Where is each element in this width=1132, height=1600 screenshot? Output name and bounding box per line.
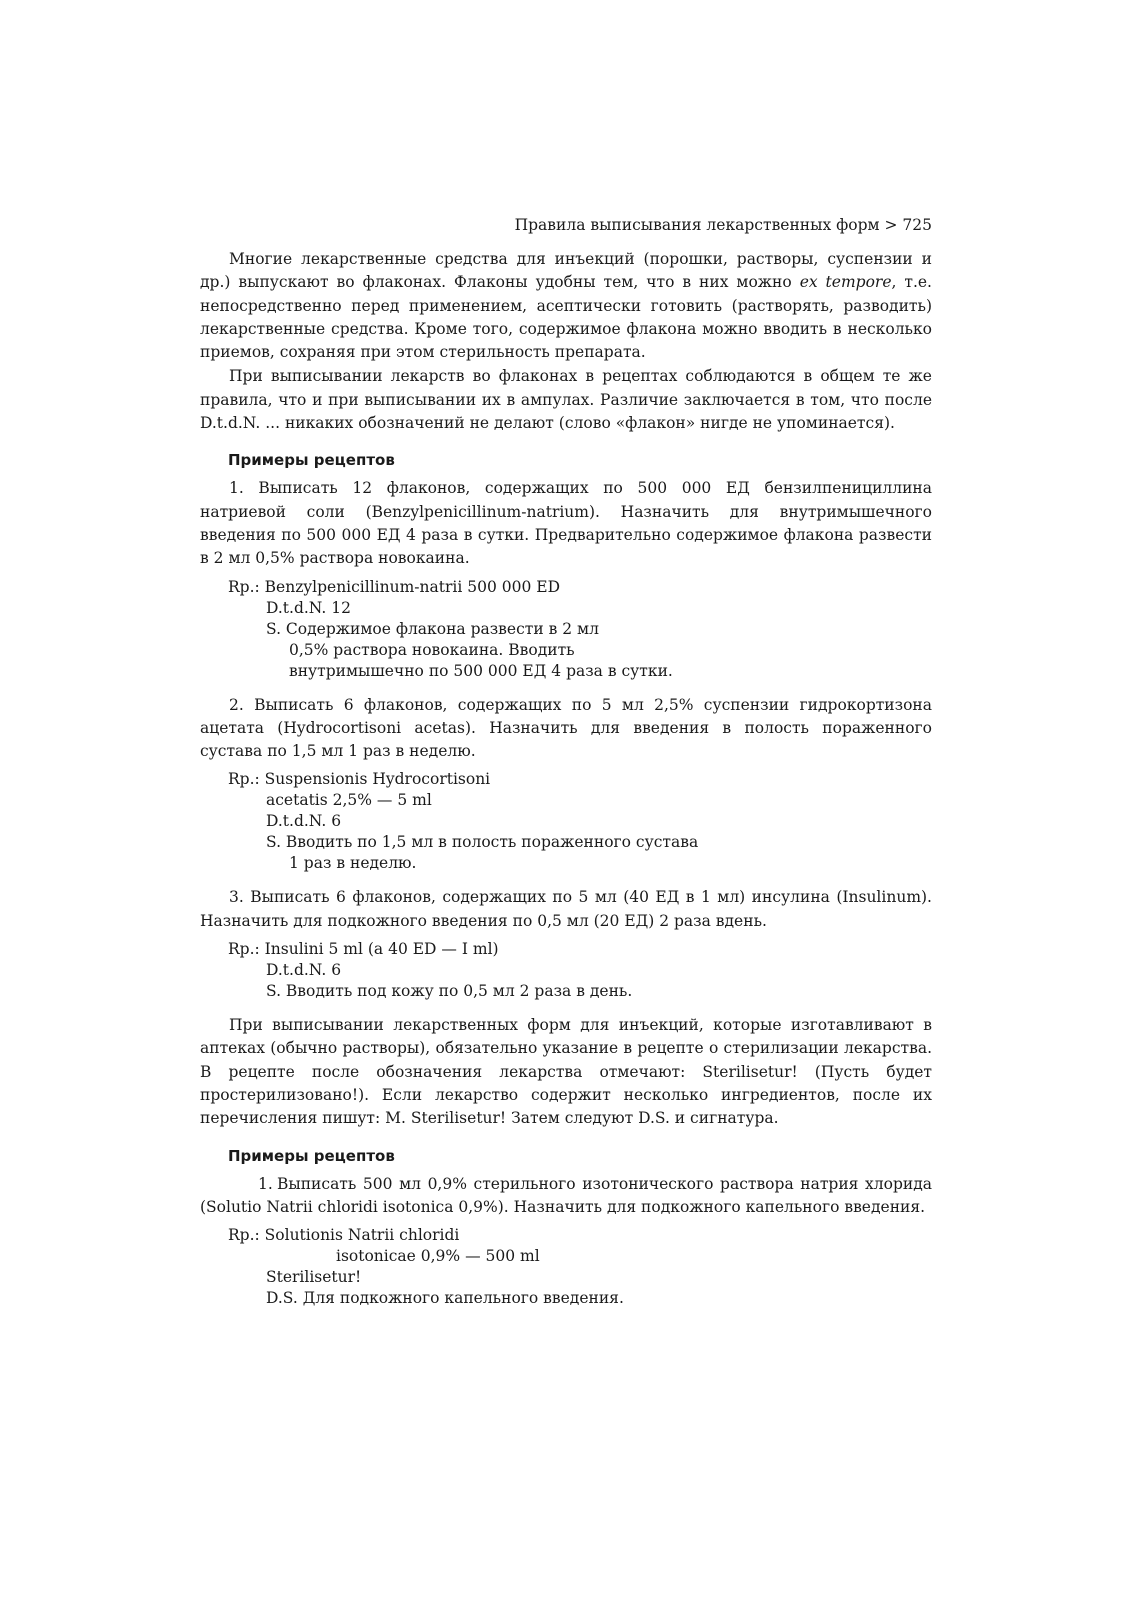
rx-line: acetatis 2,5% — 5 ml	[266, 791, 432, 810]
rx-line: D.S. Для подкожного капельного введения.	[266, 1289, 624, 1308]
rx-line: Rp.: Suspensionis Hydrocortisoni	[228, 770, 491, 789]
example-number: 1.	[258, 1174, 273, 1193]
page-content	[200, 214, 932, 1321]
example-4-text	[200, 1173, 932, 1220]
section-heading-1: Примеры рецептов	[228, 451, 395, 470]
prescription-3	[228, 939, 932, 1002]
intro-paragraph-1	[200, 248, 932, 364]
example-3-text: 3. Выписать 6 флаконов, содержащих по 5 мл (40 ЕД в 1 мл) инсулина (Insulinum). Назначить для подкожного введения по 0,5 мл (20 ЕД) 2 раза вдень.	[200, 888, 932, 930]
example-1-text: 1. Выписать 12 флаконов, содержащих по 500 000 ЕД бензилпенициллина натриевой соли (Benzylpenicillinum-natrium). Назначить для внутримышечного введения по 500 000 ЕД 4 раза в сутки. Предварительно содержимое флакона развести в 2 мл 0,5% раствора новокаина.	[200, 479, 932, 568]
rx-line: Rp.: Benzylpenicillinum-natrii 500 000 ED	[228, 577, 561, 596]
latin-term: ex tempore	[799, 273, 892, 292]
rx-line: внутримышечно по 500 000 ЕД 4 раза в сутки.	[289, 661, 673, 680]
prescription-1	[228, 577, 932, 682]
intro-paragraph-1-start: Многие лекарственные средства для инъекций (порошки, растворы, суспензии и др.) выпускают во флаконах. Флаконы удобны тем, что в них можно	[200, 250, 932, 292]
prescription-4	[228, 1225, 932, 1309]
rx-line: isotonicae 0,9% — 500 ml	[336, 1247, 540, 1266]
sterilization-paragraph: При выписывании лекарственных форм для инъекций, которые изготавливают в аптеках (обычно растворы), обязательно указание в рецепте о стерилизации лекарства. В рецепте после обозначения лекарства отмечают: Sterilisetur! (Пусть будет простерилизовано!). Если лекарство содержит несколько ингредиентов, после их перечисления пишут: M. Sterilisetur! Затем следуют D.S. и сигнатура.	[200, 1016, 932, 1128]
rx-line: Sterilisetur!	[266, 1268, 362, 1287]
rx-line: S. Вводить по 1,5 мл в полость пораженного сустава	[266, 833, 699, 852]
rx-line: D.t.d.N. 12	[266, 598, 351, 617]
running-header: Правила выписывания лекарственных форм > 725	[514, 216, 932, 234]
example-2-text: 2. Выписать 6 флаконов, содержащих по 5 мл 2,5% суспензии гидрокортизона ацетата (Hydrocortisoni acetas). Назначить для введения в полость пораженного сустава по 1,5 мл 1 раз в неделю.	[200, 695, 932, 761]
example-4-body: Выписать 500 мл 0,9% стерильного изотонического раствора натрия хлорида (Solutio Natrii chloridi isotonica 0,9%). Назначить для подкожного капельного введения.	[200, 1174, 932, 1216]
rx-line: Rp.: Solutionis Natrii chloridi	[228, 1226, 460, 1245]
rx-line: S. Содержимое флакона развести в 2 мл	[266, 619, 599, 638]
rx-line: Rp.: Insulini 5 ml (a 40 ED — I ml)	[228, 940, 499, 959]
rx-line: S. Вводить под кожу по 0,5 мл 2 раза в день.	[266, 982, 633, 1001]
intro-paragraph-2: При выписывании лекарств во флаконах в рецептах соблюдаются в общем те же правила, что и при выписывании их в ампулах. Различие заключается в том, что после D.t.d.N. ... никаких обозначений не делают (слово «флакон» нигде не упоминается).	[200, 367, 932, 433]
rx-line: 1 раз в неделю.	[289, 854, 417, 873]
intro-paragraph-1-end: , т.е. непосредственно перед применением, асептически готовить (растворять, разводить) лекарственные средства. Кроме того, содержимое флакона можно вводить в несколько приемов, сохраняя при этом стерильность препарата.	[200, 273, 932, 362]
rx-line: D.t.d.N. 6	[266, 961, 342, 980]
section-heading-2: Примеры рецептов	[228, 1146, 395, 1165]
rx-line: 0,5% раствора новокаина. Вводить	[289, 640, 575, 659]
prescription-2	[228, 769, 932, 874]
rx-line: D.t.d.N. 6	[266, 812, 342, 831]
